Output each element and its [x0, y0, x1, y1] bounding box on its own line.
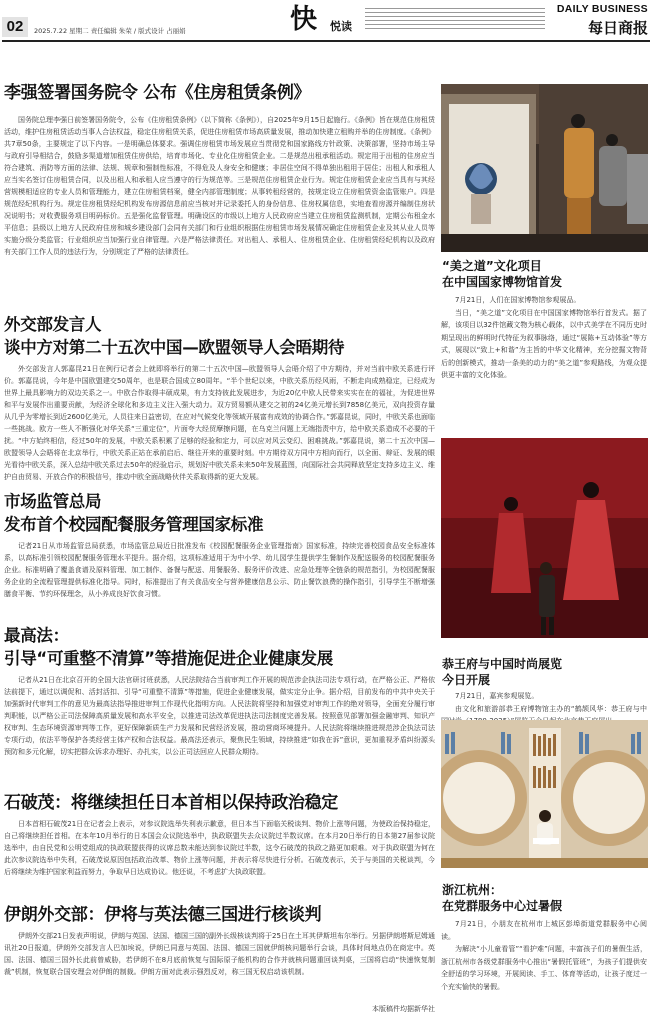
article-headline: 李强签署国务院令 公布《住房租赁条例》: [4, 83, 311, 103]
article-headline: 发布首个校园配餐服务管理国家标准: [4, 515, 264, 534]
caption-paragraph: 7月21日，人们在国家博物馆参观展品。: [455, 296, 581, 304]
article-body: 伊朗外交部21日发表声明说，伊朗与英国、法国、德国三国的副外长级核谈判将于25日在土耳其伊斯坦布尔举行。另据伊朗塔斯尼姆通讯社20日报道，伊朗外交部发言人巴加埃说，伊朗已同意与英国、法国、德国三国就伊朗核问题举行会谈，具体时间地点仍在商定中。英国、法国、德国三国外长此前曾威胁，若伊朗不在8月底前恢复与国际原子能机构的合作并就核问题重回谈判桌，三国将启动“快速恢复制裁”机制，恢复联合国安理会对伊朗的制裁。伊朗方面对此表示强烈反对，称三国无权启动该机制。: [4, 932, 435, 976]
caption-title-line: 浙江杭州：: [442, 883, 503, 897]
article-body: 日本首相石破茂21日在记者会上表示，对参议院选举失利表示歉意，但日本当下面临关税谈判、物价上涨等问题，为使政治保持稳定，自己将继续担任首相。在本年10月举行的日本国会众议院选举中，执政联盟失去众议院过半数议席。在本月20日举行的日本第27届参议院选举中，由自民党和公明党组成的执政联盟获得的议席总数未能达到参议院过半数，这令石破茂的执政之路更加艰难。对于执政联盟为何在此次参议院选举中失利，石破茂说原因包括政治改革、物价上涨等问题，并表示将尽快进行分析。石破茂表示，关于与美国的关税谈判，今后将继续为维护国家利益而努力，争取早日达成协议。他还说，不考虑扩大执政联盟。: [4, 820, 435, 876]
article-kicker: 市场监管总局: [4, 492, 102, 511]
caption-paragraph: 由文化和旅游部恭王府博物馆主办的“鹤颉风华：恭王府与中: [455, 704, 647, 713]
article-school-meals: [4, 490, 435, 600]
photo-column: [441, 84, 648, 1014]
section-glyph: 快: [290, 4, 317, 35]
masthead-rule: [2, 40, 650, 42]
article-body: 外交部发言人郭嘉昆21日在例行记者会上就即将举行的第二十五次中国—欧盟领导人会晤介绍了中方期待，并对当前中欧关系进行评价。郭嘉昆说，今年是中国欧盟建交50周年，也是联合国成立80周年。“半个世纪以来，中欧关系历经风雨，不断走向成熟稳定，已经成为世界上最具影响力的双边关系之一。中欧合作取得丰硕成果，有力支持彼此发展进步，为近20亿中欧人民带来实实在在的福祉，为促进世界和平与发展作出重要贡献，为经济全球化和多边主义注入强大动力。双方贸易额从建交之初的24亿美元增长到7858亿美元，双向投资存量从几乎为零增长到近2600亿美元，人员往来日益密切，在应对气候变化等领域开展富有成效的协调合作。”郭嘉昆说，同时，中欧关系也面临一些挑战。欧方一些人不断强化对华关系“三重定位”，片面夸大经贸摩擦问题，在乌克兰问题上无端指责中方，给中欧关系造成不必要的干扰。“中方始终相信，经过50年的发展，中欧关系积累了足够的经验和定力，可以应对风云变幻、困难挑战。”郭嘉昆说，第二十五次中国—欧盟领导人会晤将在北京举行，中欧关系正站在承前启后、继往开来的重要时刻。中方期待双方同中方相向而行，以全面、辩证、发展的眼光看待中欧关系，深入总结中欧关系过去50年的经验启示，规划好中欧关系未来50年发展蓝图，向国际社会共同释放坚定支持多边主义、维护自由贸易、开放合作的积极信号，推动中欧全面战略伙伴关系取得新的更大发展。: [4, 365, 435, 481]
article-ishiba: [4, 792, 435, 878]
article-housing-rental: [4, 82, 435, 258]
page-number: 02: [2, 17, 28, 37]
brand-english: DAILY BUSINESS: [556, 3, 648, 15]
museum-photo: [441, 84, 648, 252]
article-china-eu: [4, 313, 435, 483]
news-column: [4, 82, 435, 1012]
caption-paragraph: 当日，“美之道”文化项目在中国国家博物馆举行首发式。据了解，该项目以32件馆藏文物为核心载体，以中式美学在不同历史时期呈现出的鲜明时代特征为叙事脉络，通过“展陈+互动体验”等方式，展现以“致上+和谐”为主旨的中华文化精神，充分挖掘文物背后的创新模式，推动一条美的动力的“美之道”参观路线，为观众提供更丰富的文化体验。: [441, 308, 647, 379]
exhibition-photo: [441, 438, 648, 638]
caption-title: [442, 258, 647, 290]
caption-title: [442, 882, 647, 914]
caption-title-line: 在中国国家博物馆首发: [442, 275, 563, 289]
masthead: [0, 0, 652, 40]
brand-chinese: 每日商报: [587, 19, 648, 37]
issue-line: 2025.7.22 星期二 责任编辑 朱荣 / 版式设计 占丽娟: [34, 27, 186, 35]
article-body: 记者21日从市场监管总局获悉，市场监管总局近日批准发布《校园配餐服务企业管理指南》国家标准，持续完善校园食品安全标准体系，以高标准引领校园配餐服务管理水平提升。据介绍，这项标准适用于为中小学、幼儿园学生提供学生餐制作及配送服务的校园配餐服务企业。标准明确了覆盖食谱及原料管理、加工制作、备餐与配送、用餐服务、服务评价改进、应急处理等全链条的规范指引，为校园配餐服务企业的全流程管理提供标准化指导。同时，标准提出了有关食品安全与营养健康信息公示、防止餐饮浪费的操作指引，引导学生不断增强膳食平衡、节约环保理念，从小养成良好饮食习惯。: [4, 542, 435, 598]
caption-title-line: 今日开展: [442, 673, 491, 687]
caption-title: [442, 656, 647, 688]
article-body: 记者从21日在北京召开的全国大法官研讨班获悉，人民法院结合当前审判工作开展的规范涉企执法司法专项行动，在严格公正、严格依法前提下，通过以调促和、活封活扣、引导“可重整不清算”等措施，促进企业健康发展，做实定分止争。据介绍，目前发布的中共中央关于加强新时代审判工作的意见为最高法指导推进审判工作现代化指明方向。人民法院将坚持和加强党对审判工作的绝对领导，全面充分履行审判职能，以严格公正司法保障高质量发展和高水平安全，以推进司法改革促进执法司法制度完善发展。按照意见部署加强金融审判、知识产权审判、生态环境资源审判等工作，更好保障新质生产力发展和民营经济发展，推动营商环境提升。人民法院将继续推进规范涉企执法司法专项行动，依法平等保护各类经营主体产权和合法权益。最高法还表示，聚焦民生领域，持续推进“如我在诉”意识，更加重视矛盾纠纷源头预防和多元化解，切实把群众诉求办理好、办扎实，以公正司法回应人民群众期待。: [4, 676, 435, 756]
caption-title-line: 恭王府与中国时尚展览: [442, 657, 563, 671]
article-iran-talks: [4, 904, 435, 978]
caption-paragraph: 7月21日，嘉宾参观展览。: [455, 692, 539, 700]
caption-paragraph: 7月21日，小朋友在杭州市上城区彭埠街道党群服务中心阅读。: [441, 920, 647, 941]
caption-body: [441, 294, 647, 382]
reading-room-photo: [441, 720, 648, 868]
article-headline: 谈中方对第二十五次中国—欧盟领导人会晤期待: [4, 338, 345, 357]
article-kicker: 外交部发言人: [4, 315, 102, 334]
article-headline: 伊朗外交部：伊将与英法德三国进行核谈判: [4, 905, 322, 925]
caption-title-line: 在党群服务中心过暑假: [442, 899, 563, 913]
section-name: 悦读: [330, 20, 352, 33]
caption-paragraph: 为解决“小儿童看管”“看护难”问题，丰富孩子们的暑假生活，浙江杭州市各级党群服务中心推出“暑假托管班”，为孩子们提供安全舒适的学习环境，开展阅读、手工、体育等活动，让孩子度过一个充实愉快的暑假。: [441, 945, 647, 991]
decorative-lines: [365, 8, 545, 34]
article-supreme-court: [4, 624, 435, 758]
article-headline: 引导“可重整不清算”等措施促进企业健康发展: [4, 649, 333, 668]
article-headline: 石破茂：将继续担任日本首相以保持政治稳定: [4, 793, 338, 813]
article-body: 国务院总理李强日前签署国务院令，公布《住房租赁条例》（以下简称《条例》），自2025年9月15日起施行。《条例》旨在规范住房租赁活动，维护住房租赁活动当事人合法权益，稳定住房租赁关系，促进住房租赁市场高质量发展，推动加快建立租购并举的住房制度。《条例》共7章50条，主要规定了以下内容。一是明确总体要求。强调住房租赁市场发展应当贯彻党和国家路线方针政策、决策部署，坚持市场主导与政府引导相结合，鼓励多渠道增加租赁住房供给，培育市场化、专业化住房租赁企业。二是规范出租承租活动。规定用于出租的住房应当符合建筑、消防等方面的法律、法规、规章和强制性标准，不得危及人身安全和健康；非居住空间不得单独出租用于居住；出租人和承租人应当实名签订住房租赁合同，以及出租人和承租人应当遵守的行为规范等。三是规范住房租赁企业行为。规定住房租赁企业应当具有与其经营规模相适应的专业人员和管理能力，建立住房租赁档案，健全内部管理制度；从事转租经营的，按规定设立住房租赁资金监管账户。四是规范经纪机构行为。规定住房租赁经纪机构发布房源信息前应当核对并记录委托人的身份信息、住房权属信息，实地查看房源并编制住房状况说明书；对收费服务项目明码标价。五是强化监督管理。明确设区的市级以上地方人民政府应当建立住房租赁监测机制，定期公布租金水平信息；县级以上地方人民政府住房和城乡建设部门会同有关部门和行业组织根据住房租赁市场发展情况确定住房租赁企业及其从业人员等实施分级分类监管；行业组织应当加强行业自律管理。六是严格法律责任。对出租人、承租人、住房租赁企业、住房租赁经纪机构以及政府有关部门工作人员的违法行为，分别规定了严格的法律责任。: [4, 116, 435, 256]
caption-body: [441, 918, 647, 993]
source-note: 本版稿件均据新华社: [368, 1004, 435, 1014]
caption-title-line: “美之道”文化项目: [442, 259, 542, 273]
article-kicker: 最高法：: [4, 626, 69, 645]
